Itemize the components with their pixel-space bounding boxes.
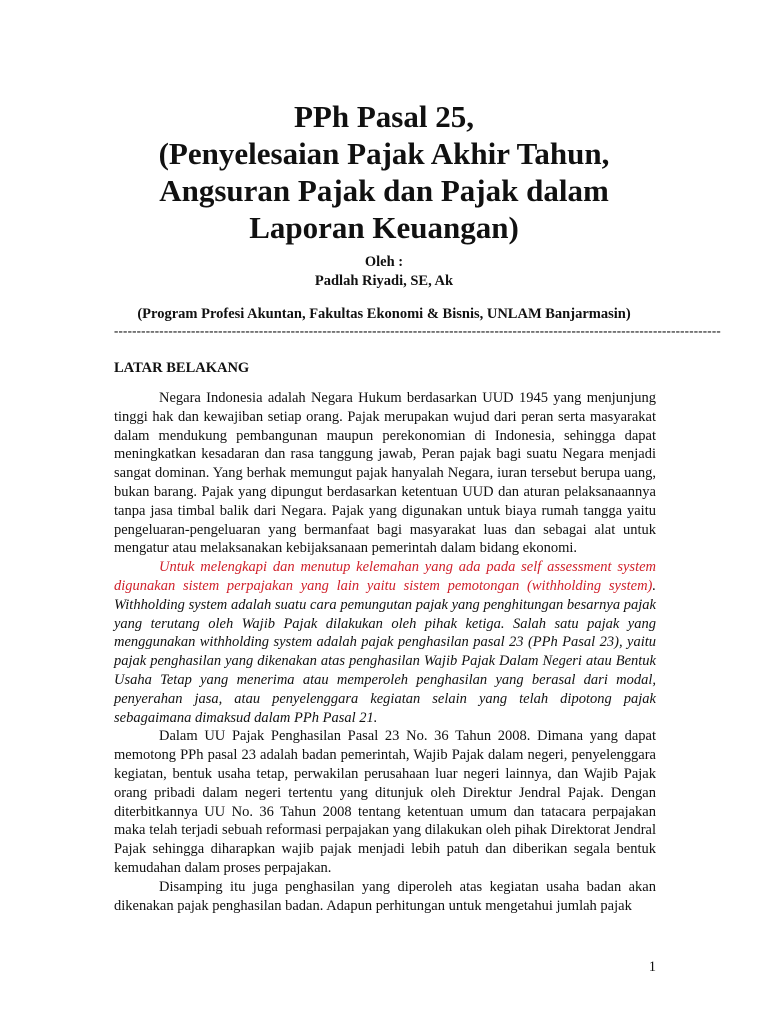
paragraph-4: Disamping itu juga penghasilan yang diperoleh atas kegiatan usaha badan akan dikenakan pajak penghasilan badan. Adapun perhitungan untuk mengetahui jumlah pajak: [114, 878, 656, 914]
document-title: [100, 98, 668, 246]
paragraph-1: Negara Indonesia adalah Negara Hukum berdasarkan UUD 1945 yang menjunjung tinggi hak dan kewajiban setiap orang. Pajak merupakan wujud dari peran serta masyarakat dalam mendukung pembangunan maupun perekonomian di Indonesia, sehingga dapat meningkatkan kesadaran dan rasa tanggung jawab, Peran pajak bagi suatu Negara menjadi sangat dominan. Yang berhak memungut pajak hanyalah Negara, iuran tersebut berupa uang, bukan barang. Pajak yang dipungut berdasarkan ketentuan UUD dan aturan pelaksanaannya tanpa jasa timbal balik dari Negara. Pajak yang digunakan untuk biaya rumah tangga yaitu pengeluaran-pengeluaran yang bermanfaat bagi masyarakat luas dan sebagai alat untuk mengatur atau melaksanakan kebijaksanaan pemerintah dalam bidang ekonomi.: [114, 390, 656, 557]
body-text: [114, 389, 656, 915]
header-divider: --------------------------------------------------------------------------------------------------------------------------------------: [114, 323, 721, 338]
title-line-3: Angsuran Pajak dan Pajak dalam: [159, 173, 609, 208]
title-line-2: (Penyelesaian Pajak Akhir Tahun,: [158, 136, 610, 171]
section-heading: LATAR BELAKANG: [114, 360, 250, 376]
page-number: 1: [648, 959, 656, 975]
author-affiliation: (Program Profesi Akuntan, Fakultas Ekonomi & Bisnis, UNLAM Banjarmasin): [137, 306, 631, 322]
title-line-4: Laporan Keuangan): [249, 210, 519, 245]
title-line-1: PPh Pasal 25,: [294, 99, 474, 134]
paragraph-2-rest: . Withholding system adalah suatu cara pemungutan pajak yang penghitungan besarnya pajak yang terutang oleh Wajib Pajak dilakukan oleh pihak ketiga. Salah satu pajak yang menggunakan withholding system adalah pajak penghasilan pasal 23 (PPh Pasal 23), yaitu pajak penghasilan yang dikenakan atas penghasilan Wajib Pajak Dalam Negeri atau Bentuk Usaha Tetap yang menerima atau memperoleh penghasilan yang berasal dari modal, penyerahan jasa, atau penyelenggara kegiatan selain yang telah dipotong pajak sebagaimana dimaksud dalam PPh Pasal 21.: [114, 577, 656, 726]
author-name: Padlah Riyadi, SE, Ak: [314, 273, 454, 289]
paragraph-2-highlight: Untuk melengkapi dan menutup kelemahan yang ada pada self assessment system digunakan sistem perpajakan yang lain yaitu sistem pemotongan (withholding system): [114, 559, 656, 594]
paragraph-3: Dalam UU Pajak Penghasilan Pasal 23 No. 36 Tahun 2008. Dimana yang dapat memotong PPh pasal 23 adalah badan pemerintah, Wajib Pajak dalam negeri, penyelenggara kegiatan, bentuk usaha tetap, perwakilan perusahaan luar negeri lainnya, dan Wajib Pajak orang pribadi dalam negeri tertentu yang ditunjuk oleh Direktur Jendral Pajak. Dengan diterbitkannya UU No. 36 Tahun 2008 tentang ketentuan umum dan tatacara perpajakan maka telah terjadi sebuah reformasi perpajakan yang dilakukan oleh pihak Direktorat Jendral Pajak sehingga diharapkan wajib pajak menjadi lebih patuh dan diberikan segala bentuk kemudahan dalam proses perpajakan.: [114, 728, 656, 876]
paragraph-2: [114, 558, 656, 727]
by-label: Oleh :: [364, 254, 404, 270]
